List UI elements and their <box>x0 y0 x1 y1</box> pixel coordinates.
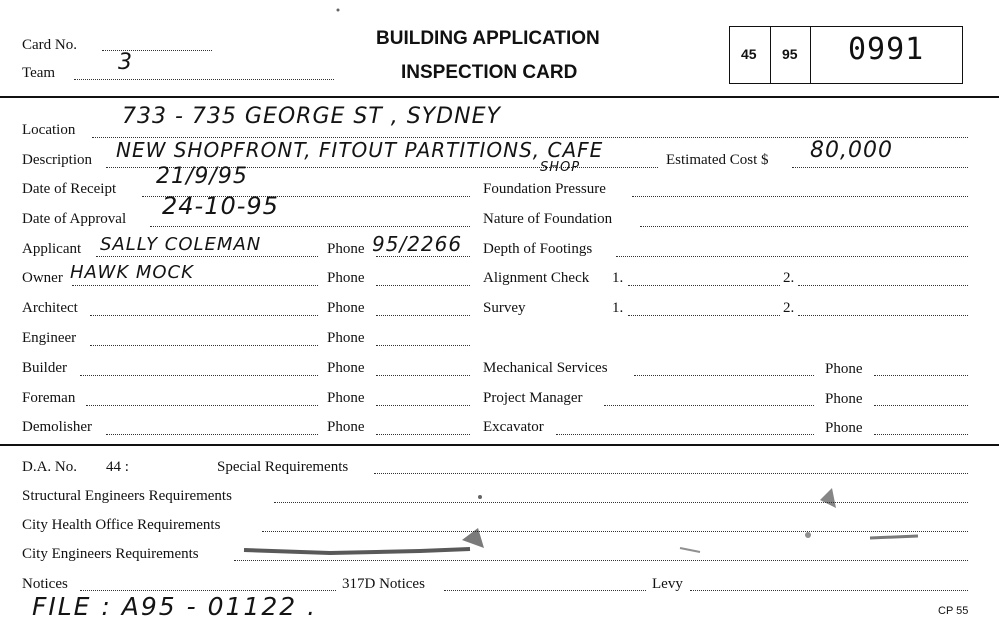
applicant-value: SALLY COLEMAN <box>100 234 262 255</box>
estimated-cost-value: 80,000 <box>810 138 893 163</box>
estimated-cost-label: Estimated Cost $ <box>666 152 769 168</box>
nature-foundation-label: Nature of Foundation <box>483 211 613 227</box>
notices-317d-label: 317D Notices <box>342 576 425 592</box>
depth-footings-label: Depth of Footings <box>483 241 593 257</box>
survey-label: Survey <box>483 300 526 316</box>
description-value: NEW SHOPFRONT, FITOUT PARTITIONS, CAFE <box>116 138 604 162</box>
alignment-num-1: 1. <box>612 270 624 286</box>
team-value: 3 <box>118 50 133 75</box>
applicant-phone-label: Phone <box>327 241 365 257</box>
project-manager-label: Project Manager <box>483 390 583 406</box>
structural-label: Structural Engineers Requirements <box>22 488 232 504</box>
title-line1: BUILDING APPLICATION <box>376 28 600 49</box>
location-label: Location <box>22 122 76 138</box>
project-manager-phone-label: Phone <box>825 391 863 407</box>
team-label: Team <box>22 65 56 81</box>
health-label: City Health Office Requirements <box>22 517 221 533</box>
alignment-check-label: Alignment Check <box>483 270 590 286</box>
description-label: Description <box>22 152 92 168</box>
survey-num-2: 2. <box>783 300 795 316</box>
builder-label: Builder <box>22 360 67 376</box>
builder-phone-label: Phone <box>327 360 365 376</box>
file-note: FILE : A95 - 01122 . <box>32 592 318 621</box>
date-receipt-label: Date of Receipt <box>22 181 117 197</box>
survey-num-1: 1. <box>612 300 624 316</box>
foreman-phone-label: Phone <box>327 390 365 406</box>
alignment-num-2: 2. <box>783 270 795 286</box>
applicant-label: Applicant <box>22 241 82 257</box>
location-value: 733 - 735 GEORGE ST , SYDNEY <box>122 104 501 129</box>
date-approval-label: Date of Approval <box>22 211 127 227</box>
owner-value: HAWK MOCK <box>70 262 194 283</box>
architect-label: Architect <box>22 300 78 316</box>
demolisher-phone-label: Phone <box>327 419 365 435</box>
da-no-value: 44 : <box>106 459 129 475</box>
applicant-phone-value: 95/2266 <box>372 232 463 256</box>
foundation-pressure-label: Foundation Pressure <box>483 181 606 197</box>
card-no-label: Card No. <box>22 37 77 53</box>
mechanical-phone-label: Phone <box>825 361 863 377</box>
engineer-label: Engineer <box>22 330 77 346</box>
excavator-phone-label: Phone <box>825 420 863 436</box>
box-cell-2: 95 <box>782 46 798 62</box>
notices-label: Notices <box>22 576 68 592</box>
city-eng-label: City Engineers Requirements <box>22 546 199 562</box>
owner-phone-label: Phone <box>327 270 365 286</box>
mechanical-label: Mechanical Services <box>483 360 608 376</box>
da-no-label: D.A. No. <box>22 459 77 475</box>
card-number: 0991 <box>848 32 925 67</box>
foreman-label: Foreman <box>22 390 76 406</box>
demolisher-label: Demolisher <box>22 419 92 435</box>
architect-phone-label: Phone <box>327 300 365 316</box>
special-req-label: Special Requirements <box>217 459 349 475</box>
excavator-label: Excavator <box>483 419 544 435</box>
engineer-phone-label: Phone <box>327 330 365 346</box>
date-receipt-value: 21/9/95 <box>156 164 248 189</box>
box-cell-1: 45 <box>741 46 757 62</box>
description-note: SHOP <box>540 160 581 175</box>
title-line2: INSPECTION CARD <box>401 62 578 83</box>
levy-label: Levy <box>652 576 683 592</box>
form-code: CP 55 <box>938 605 969 617</box>
date-approval-value: 24-10-95 <box>162 192 279 220</box>
owner-label: Owner <box>22 270 63 286</box>
